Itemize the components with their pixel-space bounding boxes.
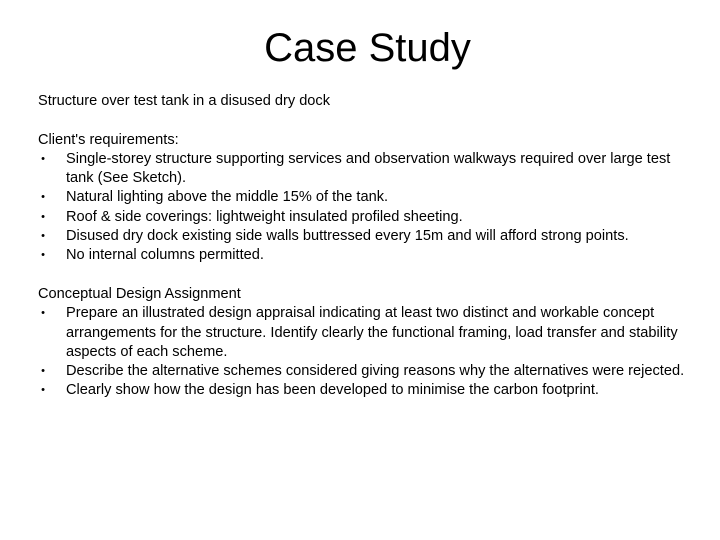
bullet-icon: • xyxy=(41,152,45,165)
list-item-text: Disused dry dock existing side walls buttressed every 15m and will afford strong points. xyxy=(66,228,629,245)
slide-subtitle: Structure over test tank in a disused dry dock xyxy=(38,93,331,109)
requirements-list xyxy=(38,150,688,266)
list-item-text: Prepare an illustrated design appraisal indicating at least two distinct and workable concept arrangements for the structure. Identify clearly the functional framing, load transfer and stability aspects of each scheme. xyxy=(66,305,678,360)
slide-content xyxy=(38,92,688,420)
list-item-text: No internal columns permitted. xyxy=(66,247,264,264)
list-item-text: Roof & side coverings: lightweight insulated profiled sheeting. xyxy=(66,208,463,225)
bullet-icon: • xyxy=(41,249,45,262)
requirements-heading: Client's requirements: xyxy=(38,131,179,148)
bullet-icon: • xyxy=(41,191,45,204)
list-item-text: Clearly show how the design has been developed to minimise the carbon footprint. xyxy=(66,382,599,399)
list-item xyxy=(38,227,688,246)
assignment-heading: Conceptual Design Assignment xyxy=(38,285,241,302)
list-item xyxy=(38,362,688,381)
list-item xyxy=(38,208,688,227)
bullet-icon: • xyxy=(41,384,45,397)
assignment-list xyxy=(38,304,688,400)
list-item-text: Single-storey structure supporting services and observation walkways required over large test tank (See Sketch). xyxy=(66,150,671,187)
bullet-icon: • xyxy=(41,365,45,378)
bullet-icon: • xyxy=(41,230,45,243)
bullet-icon: • xyxy=(41,210,45,223)
bullet-icon: • xyxy=(41,307,45,320)
list-item xyxy=(38,188,688,207)
slide-title: Case Study xyxy=(264,26,471,70)
list-item-text: Natural lighting above the middle 15% of the tank. xyxy=(66,189,389,206)
list-item xyxy=(38,246,688,265)
list-item-text: Describe the alternative schemes considered giving reasons why the alternatives were rejected. xyxy=(66,363,685,380)
list-item xyxy=(38,381,688,400)
list-item xyxy=(38,150,688,189)
list-item xyxy=(38,304,688,362)
